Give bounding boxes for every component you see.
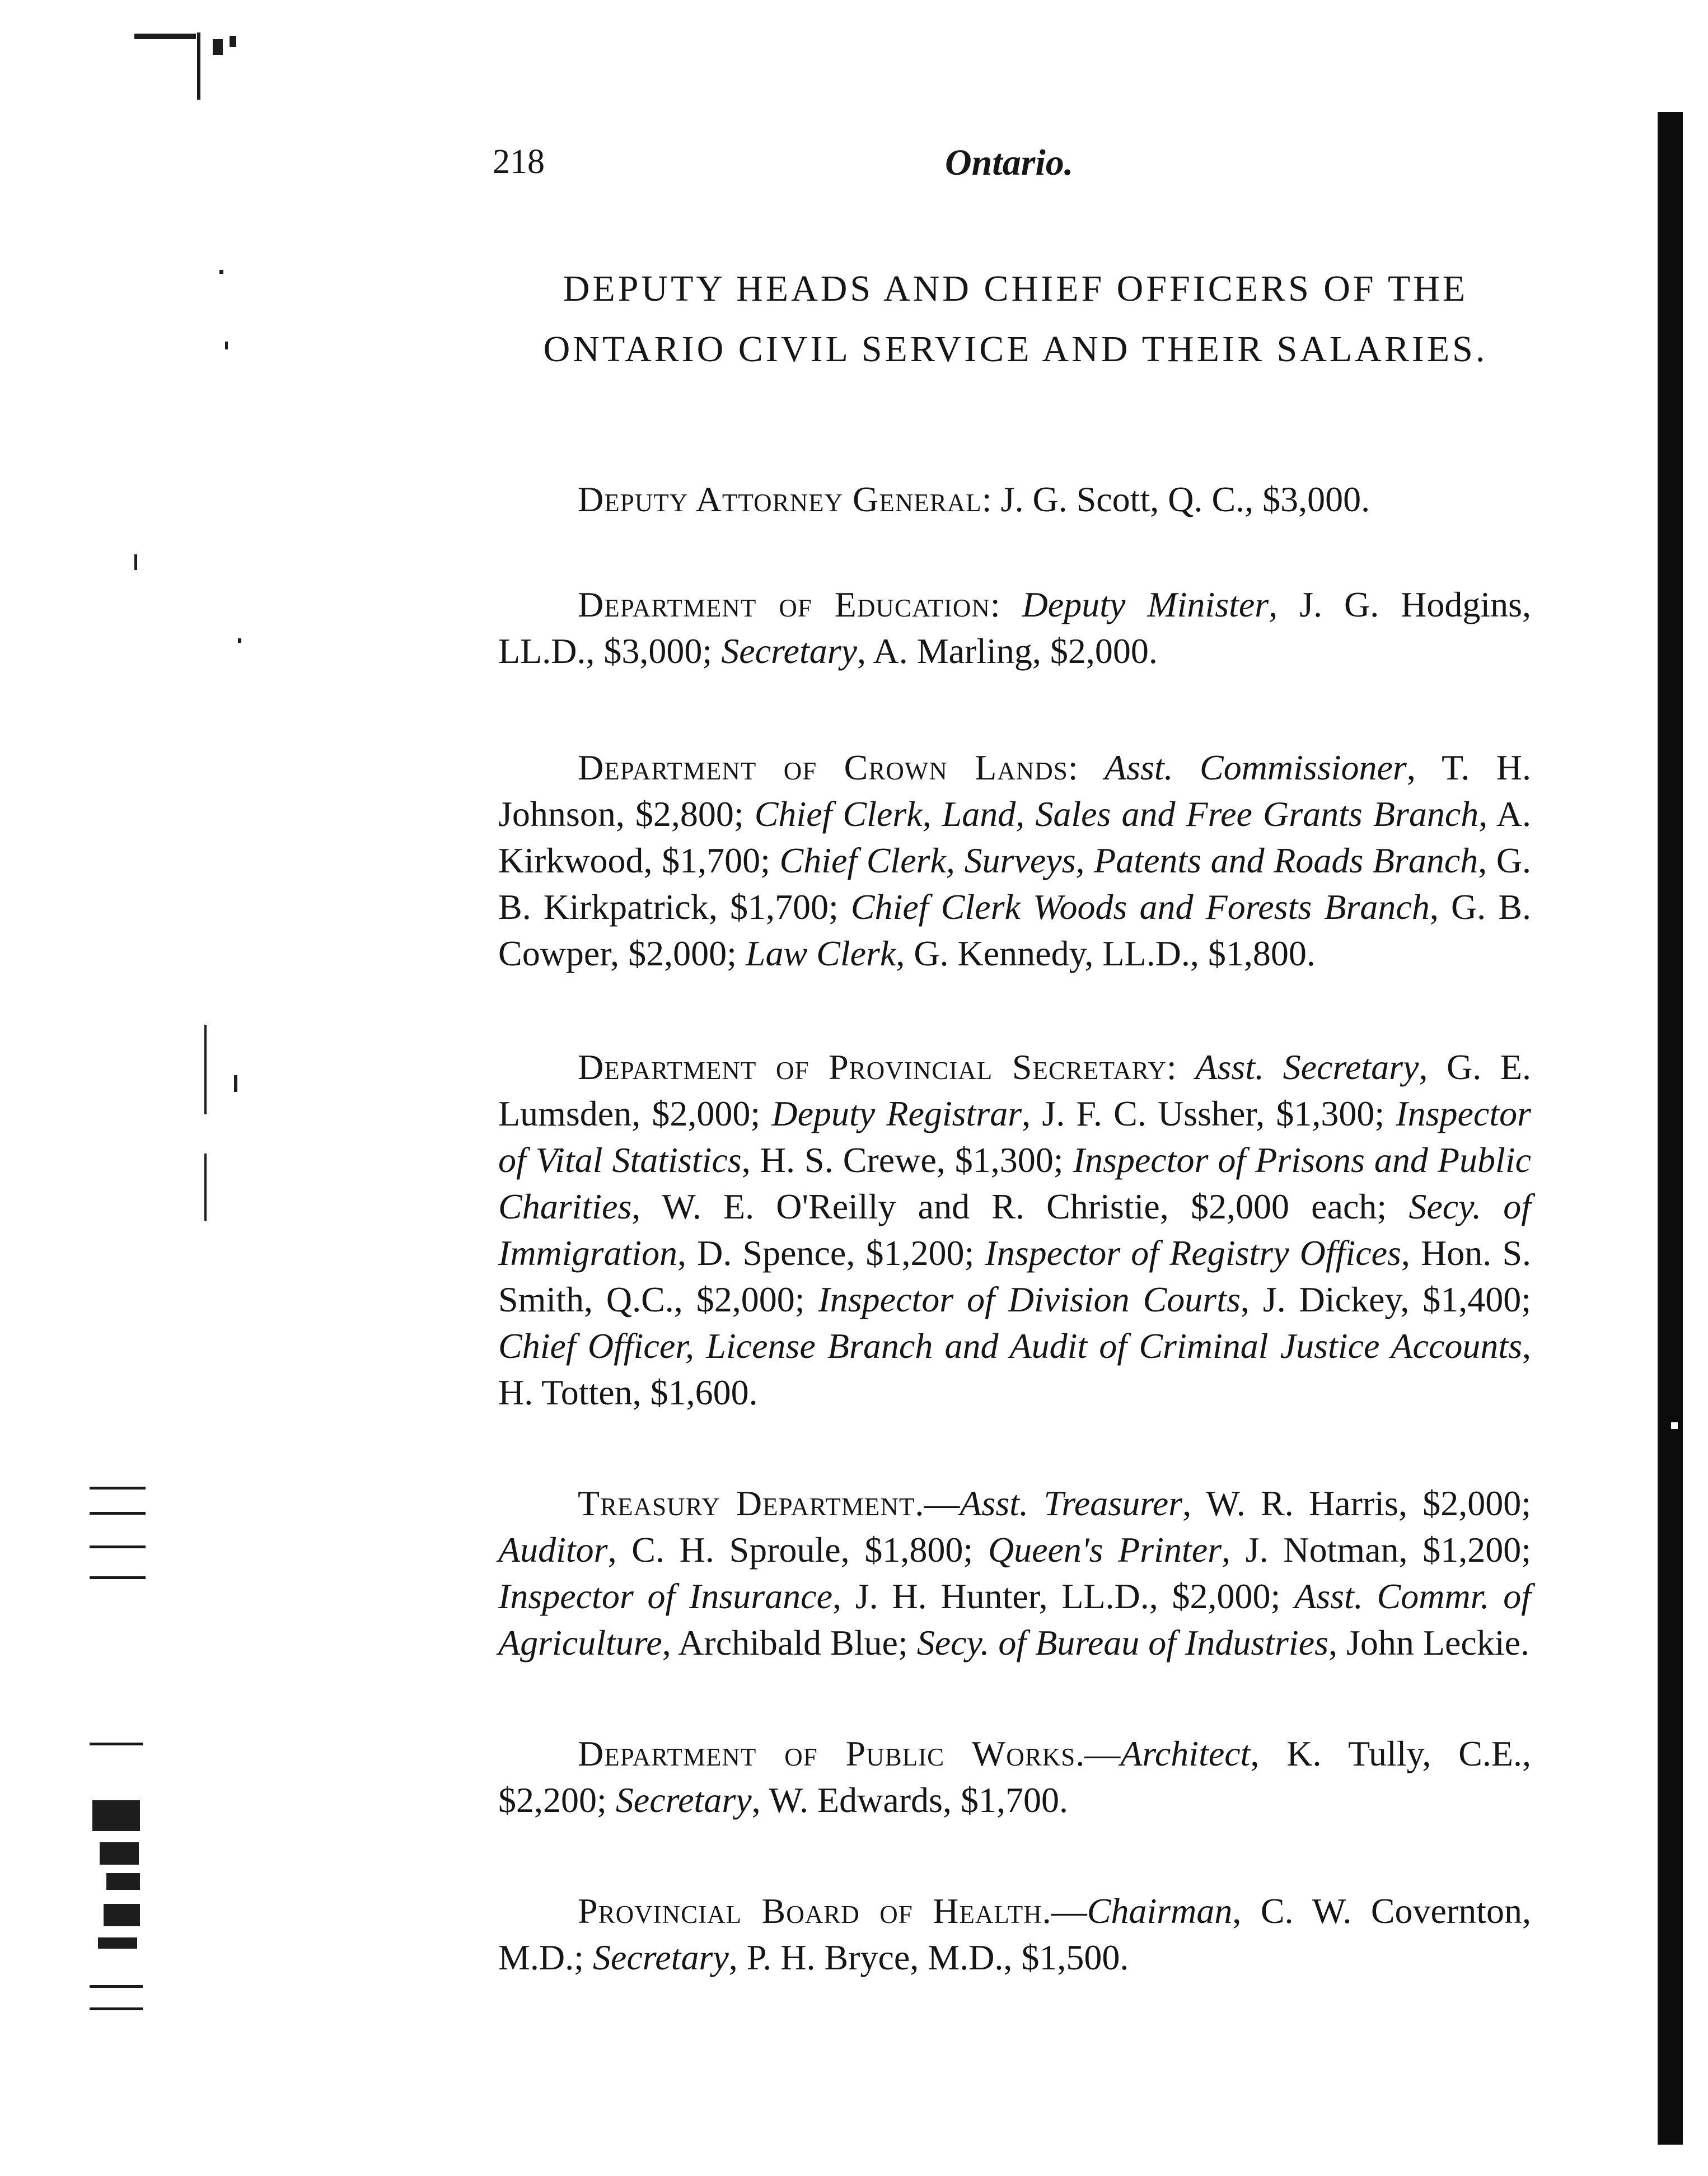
scan-corner-mark [213, 39, 223, 55]
entry-heading: Treasury Department [578, 1483, 915, 1523]
margin-rule [90, 2007, 143, 2010]
entry-heading: Deputy Attorney General [578, 479, 982, 519]
margin-block [104, 1904, 140, 1926]
margin-rule [90, 1743, 143, 1745]
margin-block [92, 1800, 140, 1831]
role-title: Inspector of Registry Offices [985, 1233, 1401, 1273]
entry-text: W. Edwards, $1,700. [769, 1780, 1068, 1820]
margin-rule [90, 1576, 146, 1579]
role-title: Secy. of Immigration [498, 1187, 1531, 1273]
margin-block [106, 1873, 140, 1890]
entry-text: G. Kennedy, LL.D., $1,800. [914, 933, 1316, 973]
role-title: Queen's Printer [988, 1530, 1222, 1570]
role-title: Chief Clerk, Land, Sales and Free Grants Branch [754, 794, 1479, 834]
scan-corner-mark [230, 36, 236, 47]
entry-text: H. Totten, $1,600. [498, 1372, 758, 1412]
entry-heading: Department of Crown Lands [578, 748, 1068, 787]
entry-text: J. Dickey, $1,400; [1262, 1280, 1532, 1319]
entry-board-of-health: Provincial Board of Health.—Chairman, C. W. Covernton, M.D.; Secretary, P. H. Bryce, M.D., $1,500. [498, 1891, 1531, 1977]
margin-speck [134, 554, 137, 570]
scan-edge-bar [1658, 112, 1683, 2145]
entry-education: Department of Education: Deputy Minister, J. G. Hodgins, LL.D., $3,000; Secretary, A. Marling, $2,000. [498, 585, 1532, 671]
page-title: DEPUTY HEADS AND CHIEF OFFICERS OF THE ONTARIO CIVIL SERVICE AND THEIR SALARIES. [543, 268, 1488, 370]
role-title: Asst. Commissioner [1104, 748, 1407, 787]
entry-text: C. W. Covernton, M.D.; [498, 1891, 1531, 1977]
entry-text: W. R. Harris, $2,000; [1206, 1483, 1532, 1523]
entry-text: G. B. Kirkpatrick, $1,700; [498, 840, 1532, 927]
role-title: Law Clerk [745, 933, 896, 973]
entry-text: P. H. Bryce, M.D., $1,500. [746, 1937, 1129, 1977]
entry-treasury: Treasury Department.—Asst. Treasurer, W. R. Harris, $2,000; Auditor, C. H. Sproule, $1,800; Queen's Printer, J. Notman, $1,200; Inspector of Insurance, J. H. Hunter, LL.D., $2,000; Asst. Commr. of Agriculture, Archibald Blue; Secy. of Bureau of Industries, John Leckie. [498, 1483, 1532, 1663]
salary-list [498, 476, 1531, 1981]
entry-text: Archibald Blue; [678, 1623, 908, 1663]
role-title: Chief Officer, License Branch and Audit of Criminal Justice Accounts [498, 1326, 1522, 1366]
entry-heading: Department of Education [578, 585, 990, 624]
entry-public-works: Department of Public Works.—Architect, K. Tully, C.E., $2,200; Secretary, W. Edwards, $1,700. [498, 1734, 1532, 1820]
entry-text: A. Marling, $2,000. [873, 631, 1158, 671]
page-number: 218 [493, 143, 545, 181]
entry-text: J. H. Hunter, LL.D., $2,000; [855, 1576, 1281, 1616]
margin-speck [238, 638, 241, 643]
role-title: Asst. Treasurer [960, 1483, 1183, 1523]
entry-text: W. E. O'Reilly and R. Christie, $2,000 each; [662, 1187, 1387, 1226]
entry-text: John Leckie. [1346, 1623, 1529, 1663]
margin-block [98, 1937, 137, 1949]
entry-text: T. H. Johnson, $2,800; [498, 748, 1531, 834]
role-title: Asst. Secretary [1195, 1047, 1419, 1087]
entry-text: J. F. C. Ussher, $1,300; [1042, 1094, 1385, 1133]
margin-rule [90, 1487, 146, 1489]
entry-text: J. G. Scott, Q. C., $3,000. [1000, 479, 1370, 519]
role-title: Architect [1120, 1734, 1251, 1773]
role-title: Chief Clerk Woods and Forests Branch [850, 887, 1430, 927]
scan-corner-mark [197, 32, 200, 100]
role-title: Auditor [498, 1530, 608, 1570]
entry-text: Hon. S. Smith, Q.C., $2,000; [498, 1233, 1532, 1319]
margin-speck [204, 1154, 207, 1221]
margin-speck [219, 270, 223, 274]
margin-speck [234, 1075, 237, 1092]
role-title: Chief Clerk, Surveys, Patents and Roads Branch [779, 840, 1478, 880]
role-title: Secretary [721, 631, 858, 671]
entry-heading: Provincial Board of Health [578, 1891, 1042, 1931]
role-title: Inspector of Prisons and Public Charities [498, 1140, 1532, 1226]
entry-text: A. Kirkwood, $1,700; [498, 794, 1532, 880]
entry-provincial-secretary: Department of Provincial Secretary: Asst. Secretary, G. E. Lumsden, $2,000; Deputy Registrar, J. F. C. Ussher, $1,300; Inspector of Vital Statistics, H. S. Crewe, $1,300; Inspector of Prisons and Public Charities, W. E. O'Reilly and R. Christie, $2,000 each; Secy. of Immigration, D. Spence, $1,200; Inspector of Registry Offices, Hon. S. Smith, Q.C., $2,000; Inspector of Division Courts, J. Dickey, $1,400; Chief Officer, License Branch and Audit of Criminal Justice Accounts, H. Totten, $1,600. [498, 1047, 1532, 1412]
entry-heading: Department of Public Works [578, 1734, 1076, 1773]
role-title: Chairman [1087, 1891, 1233, 1931]
running-head: Ontario. [945, 142, 1074, 183]
entry-attorney-general: Deputy Attorney General: J. G. Scott, Q. C., $3,000. [578, 479, 1370, 519]
margin-rule [90, 1512, 146, 1515]
role-title: Secy. of Bureau of Industries [916, 1623, 1328, 1663]
entry-text: D. Spence, $1,200; [697, 1233, 975, 1273]
entry-text: C. H. Sproule, $1,800; [631, 1530, 974, 1570]
margin-speck [204, 1025, 207, 1114]
entry-crown-lands: Department of Crown Lands: Asst. Commissioner, T. H. Johnson, $2,800; Chief Clerk, Land, Sales and Free Grants Branch, A. Kirkwood, $1,700; Chief Clerk, Surveys, Patents and Roads Branch, G. B. Kirkpatrick, $1,700; Chief Clerk Woods and Forests Branch, G. B. Cowper, $2,000; Law Clerk, G. Kennedy, LL.D., $1,800. [498, 748, 1532, 973]
entry-text: G. B. Cowper, $2,000; [498, 887, 1531, 973]
margin-speck [225, 342, 228, 349]
entry-text: K. Tully, C.E., $2,200; [498, 1734, 1532, 1820]
margin-rule [90, 1545, 146, 1548]
margin-block [100, 1842, 139, 1865]
role-title: Asst. Commr. of Agriculture [498, 1576, 1532, 1663]
role-title: Secretary [615, 1780, 752, 1820]
margin-speck [1671, 1422, 1678, 1429]
entry-heading: Department of Provincial Secretary [578, 1047, 1167, 1087]
entry-text: H. S. Crewe, $1,300; [760, 1140, 1064, 1180]
entry-text: J. Notman, $1,200; [1245, 1530, 1532, 1570]
scan-corner-mark [134, 34, 196, 39]
role-title: Deputy Minister [1022, 585, 1269, 624]
role-title: Secretary [592, 1937, 729, 1977]
role-title: Inspector of Vital Statistics [498, 1094, 1531, 1180]
role-title: Deputy Registrar [771, 1094, 1022, 1133]
margin-rule [90, 1985, 143, 1988]
role-title: Inspector of Insurance [498, 1576, 832, 1616]
entry-text: J. G. Hodgins, LL.D., $3,000; [498, 585, 1532, 671]
role-title: Inspector of Division Courts [818, 1280, 1241, 1319]
entry-text: G. E. Lumsden, $2,000; [498, 1047, 1531, 1133]
